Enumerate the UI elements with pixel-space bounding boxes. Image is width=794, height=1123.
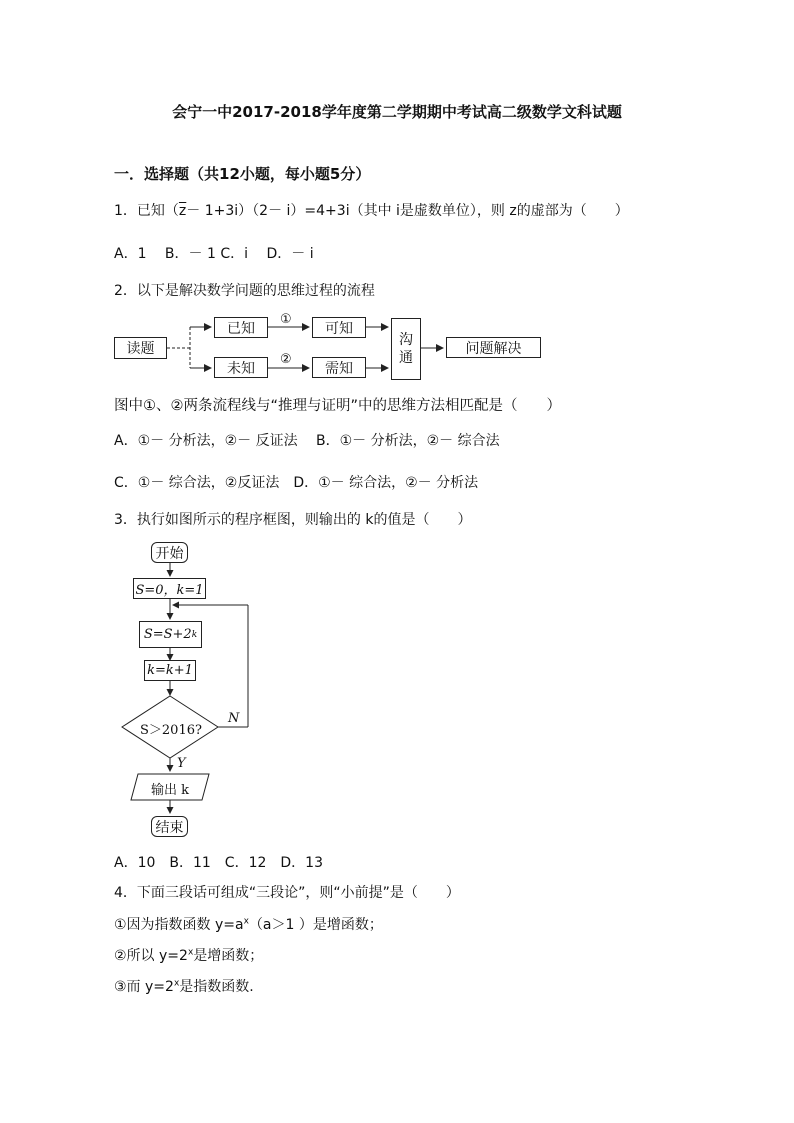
connect-char-1: 沟 (399, 332, 413, 348)
question-2-stem: 2．以下是解决数学问题的思维过程的流程 (114, 283, 375, 299)
q1-rest: － 1+3i）（2－ i）=4+3i（其中 i是虚数单位），则 z的虚部为（ ） (186, 203, 629, 219)
box-need-know: 需知 (312, 357, 366, 378)
question-3-options: A．10 B．11 C．12 D．13 (114, 855, 323, 871)
flow-end: 结束 (151, 816, 188, 837)
flow-start: 开始 (151, 542, 188, 563)
statement-2 (114, 945, 263, 965)
statement-1-b: （a＞1 ）是增函数； (248, 917, 383, 933)
question-2-options-ab: A．①－ 分析法，②－ 反证法 B．①－ 分析法，②－ 综合法 (114, 433, 500, 449)
flow-label-yes: Y (177, 756, 186, 771)
box-read-problem: 读题 (114, 337, 167, 359)
q1-prefix: 1．已知（ (114, 203, 179, 219)
flow-label-no: N (228, 711, 240, 726)
statement-3-exp: x (173, 978, 180, 989)
flow-mark-2: ② (280, 352, 292, 367)
box-unknown: 未知 (214, 357, 268, 378)
statement-2-b: 是增函数； (193, 948, 264, 964)
flow-output: 输出 k (150, 783, 189, 798)
flow-step-increment: k=k+1 (144, 660, 196, 681)
question-2-question: 图中①、②两条流程线与“推理与证明”中的思维方法相匹配是（ ） (114, 398, 562, 414)
statement-1 (114, 914, 383, 934)
question-1-options: A．1 B．－ 1 C．i D．－ i (114, 246, 314, 262)
statement-3-a: ③而 y=2 (114, 979, 174, 995)
statement-1-exp: x (243, 916, 249, 927)
flow-mark-1: ① (280, 312, 292, 327)
exam-title: 会宁一中2017-2018学年度第二学期期中考试高二级数学文科试题 (172, 103, 622, 121)
statement-3 (114, 976, 254, 996)
flow-step-sum-text: S=S+2 (143, 627, 192, 642)
section-heading: 一．选择题（共12小题，每小题5分） (114, 165, 371, 183)
question-4-stem: 4．下面三段话可组成“三段论”，则“小前提”是（ ） (114, 885, 460, 901)
flow-init: S=0，k=1 (133, 578, 206, 599)
question-2-options-cd: C．①－ 综合法，②反证法 D．①－ 综合法，②－ 分析法 (114, 475, 479, 491)
statement-1-a: ①因为指数函数 y=a (114, 917, 244, 933)
statement-2-a: ②所以 y=2 (114, 948, 188, 964)
statement-2-exp: x (187, 947, 194, 958)
statement-3-b: 是指数函数. (179, 979, 254, 995)
connect-char-2: 通 (399, 350, 413, 366)
box-can-know: 可知 (312, 317, 366, 338)
z-conjugate: $\overline{z}$ (178, 203, 187, 219)
box-known: 已知 (214, 317, 268, 338)
question-3-stem: 3．执行如图所示的程序框图，则输出的 k的值是（ ） (114, 512, 472, 528)
flow-step-sum (139, 621, 202, 648)
flow-condition: S＞2016? (140, 723, 202, 738)
box-solve-problem: 问题解决 (446, 337, 541, 358)
flow-step-sum-exp: k (191, 629, 198, 640)
